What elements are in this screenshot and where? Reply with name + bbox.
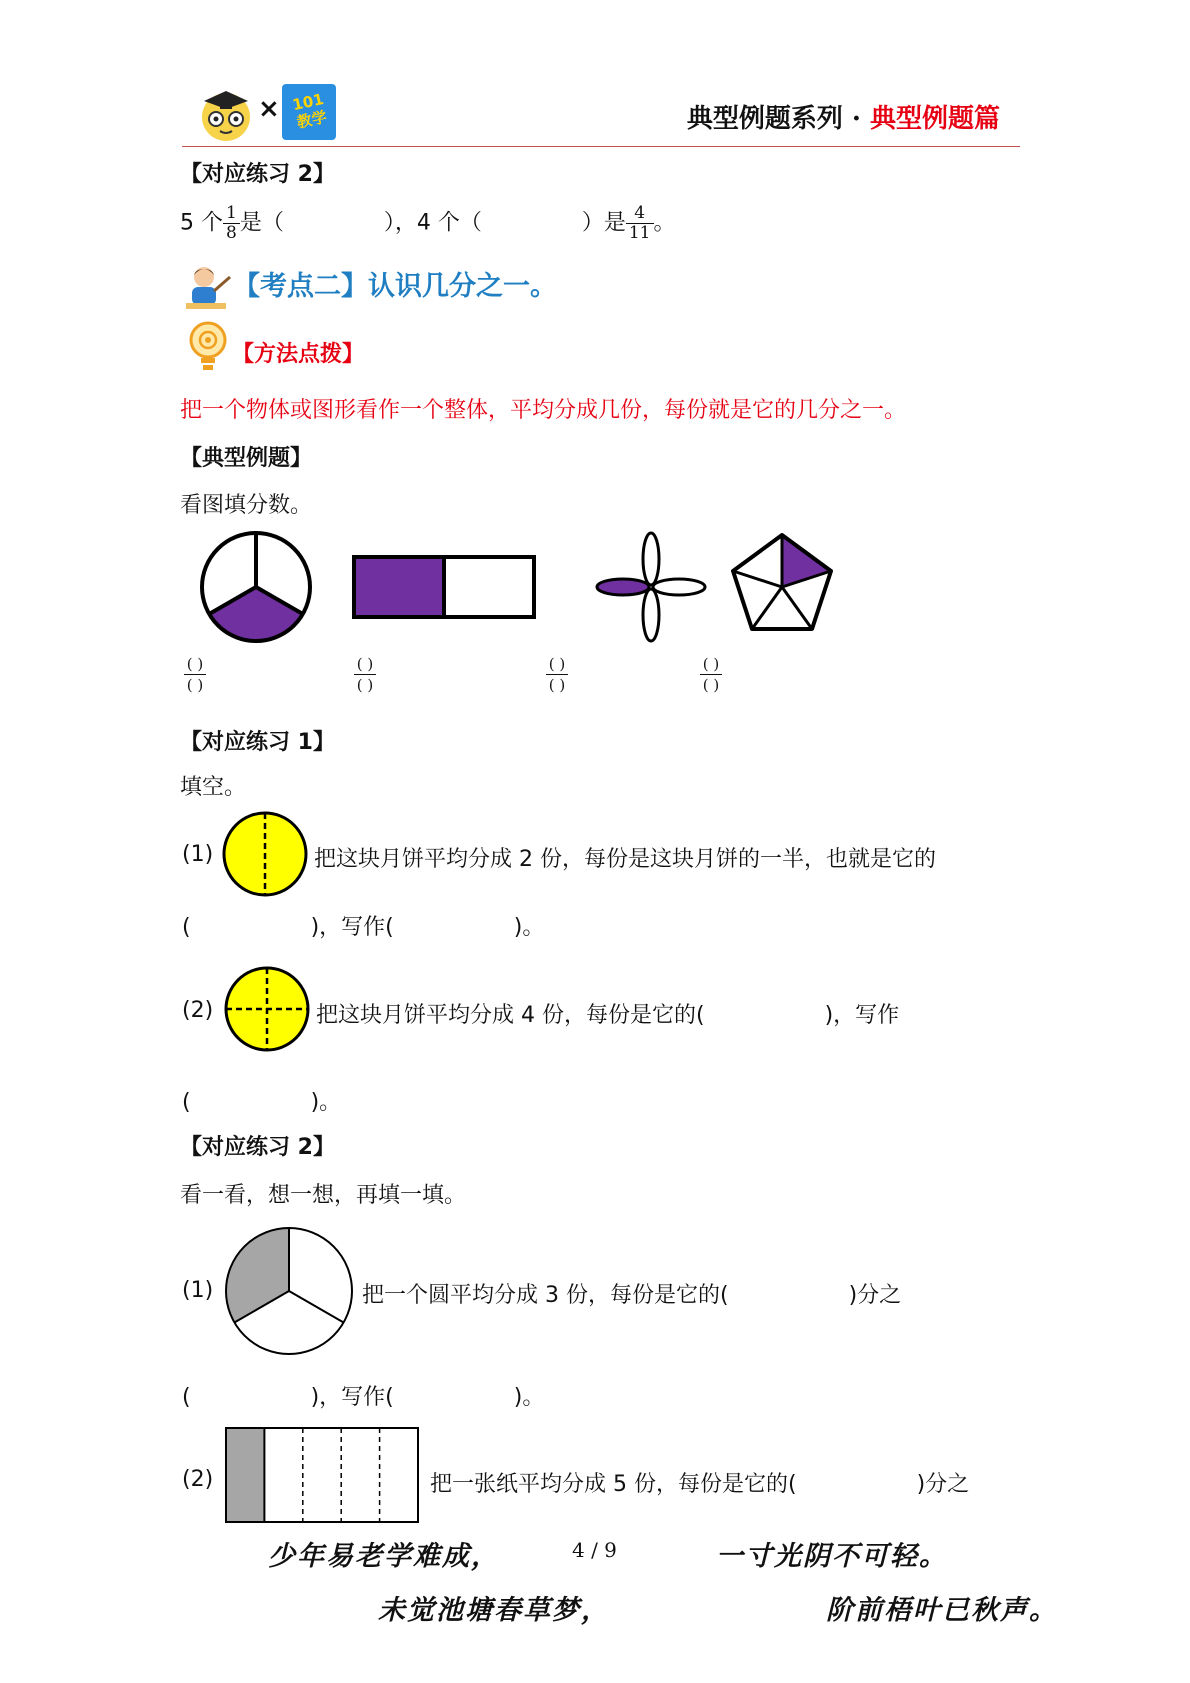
frac-den: 8 — [226, 223, 237, 243]
practice2-heading: 【对应练习 2】 — [180, 1135, 335, 1160]
lightbulb-icon — [186, 320, 230, 374]
method-text: 把一个物体或图形看作一个整体，平均分成几份，每份就是它的几分之一。 — [180, 398, 907, 423]
brand-badge-text: 101 教学 — [290, 90, 329, 132]
write-as-label: )，写作( — [310, 915, 394, 940]
example-heading: 【典型例题】 — [180, 446, 313, 471]
series-title-sub: 典型例题篇 — [869, 104, 1000, 134]
practice1-prompt: 填空。 — [180, 775, 247, 800]
frac-den: 11 — [628, 223, 651, 243]
p1-item1-number: (1) — [182, 842, 214, 867]
practice2-top-heading: 【对应练习 2】 — [180, 162, 335, 187]
item2-text-a: 把一张纸平均分成 5 份，每份是它的( — [430, 1472, 797, 1497]
blank-den: ( ) — [548, 676, 566, 694]
frac-num: 1 — [223, 204, 240, 224]
rectangle-halves-figure — [354, 557, 534, 617]
mascot-icon — [196, 83, 256, 143]
blank-num: ( ) — [700, 654, 722, 675]
q-part-e: 。 — [653, 210, 676, 236]
p2-item1-text — [362, 1278, 901, 1309]
footer-poem-line1: 少年易老学难成， — [268, 1541, 500, 1572]
paren-open: ( — [182, 915, 191, 940]
paren-close: )。 — [513, 915, 545, 940]
series-title-main: 典型例题系列 · — [686, 104, 870, 134]
p1-item1-text: 把这块月饼平均分成 2 份，每份是这块月饼的一半，也就是它的 — [314, 847, 936, 872]
blank-num: ( ) — [184, 654, 206, 675]
fraction-four-elevenths — [626, 204, 654, 243]
fraction-one-eighth — [223, 204, 240, 243]
answer-blank-1[interactable] — [184, 654, 206, 695]
blank-den: ( ) — [356, 676, 374, 694]
item2-text-b: )，写作 — [824, 1003, 900, 1028]
mooncake-quarters-figure — [222, 965, 312, 1053]
paper-fifths-figure — [224, 1426, 420, 1524]
blank-num: ( ) — [546, 654, 568, 675]
paren-open: ( — [182, 1090, 191, 1115]
item1-text-a: 把一个圆平均分成 3 份，每份是它的( — [362, 1283, 729, 1308]
blank-num: ( ) — [354, 654, 376, 675]
p2-item2-text — [430, 1467, 969, 1498]
p1-item2-number: (2) — [182, 998, 214, 1023]
pentagon-fifths-figure — [733, 535, 831, 629]
q-part-c: ），4 个（ — [383, 210, 482, 236]
p2-item1-line2 — [182, 1380, 544, 1411]
p1-item1-line2 — [182, 910, 544, 941]
footer-poem-line2: 一寸光阴不可轻。 — [716, 1541, 948, 1572]
answer-blank-4[interactable] — [700, 654, 722, 695]
circle-thirds-figure — [202, 533, 310, 641]
header-rule — [182, 146, 1020, 147]
series-title — [687, 98, 1000, 135]
page-number: 4 / 9 — [572, 1538, 617, 1562]
paren-close: )。 — [310, 1090, 342, 1115]
blank-den: ( ) — [702, 676, 720, 694]
paren-close: )。 — [513, 1385, 545, 1410]
paren-open: ( — [182, 1385, 191, 1410]
four-petals-figure — [597, 533, 705, 641]
p2-item2-number: (2) — [182, 1467, 214, 1492]
kaodian-title: 【考点二】认识几分之一。 — [233, 271, 557, 302]
p1-item2-text — [316, 998, 899, 1029]
circle-gray-thirds-figure — [222, 1224, 356, 1358]
practice2-prompt: 看一看，想一想，再填一填。 — [180, 1183, 467, 1208]
p1-item2-line2 — [182, 1085, 341, 1116]
write-as-label: )，写作( — [310, 1385, 394, 1410]
practice2-top-question — [180, 204, 676, 243]
item2-text-a: 把这块月饼平均分成 4 份，每份是它的( — [316, 1003, 705, 1028]
logo-times: × — [258, 94, 280, 124]
footer-poem-line4: 阶前梧叶已秋声。 — [826, 1595, 1058, 1626]
item2-text-b: )分之 — [916, 1472, 970, 1497]
frac-num: 4 — [626, 204, 654, 224]
footer-poem-line3: 未觉池塘春草梦， — [378, 1595, 610, 1626]
p2-item1-number: (1) — [182, 1278, 214, 1303]
answer-blank-2[interactable] — [354, 654, 376, 695]
q-part-d: ）是 — [581, 210, 626, 236]
q-part-a: 5 个 — [180, 210, 223, 236]
item1-text-b: )分之 — [848, 1283, 902, 1308]
blank-den: ( ) — [186, 676, 204, 694]
teacher-icon — [184, 263, 232, 311]
q-part-b: 是（ — [239, 210, 284, 236]
answer-blank-3[interactable] — [546, 654, 568, 695]
example-prompt: 看图填分数。 — [180, 493, 313, 518]
practice1-heading: 【对应练习 1】 — [180, 730, 335, 755]
header-logo — [196, 83, 256, 143]
brand-badge — [282, 84, 336, 140]
example-figures — [190, 520, 850, 650]
mooncake-halves-figure — [220, 810, 310, 898]
method-heading: 【方法点拨】 — [232, 342, 365, 367]
